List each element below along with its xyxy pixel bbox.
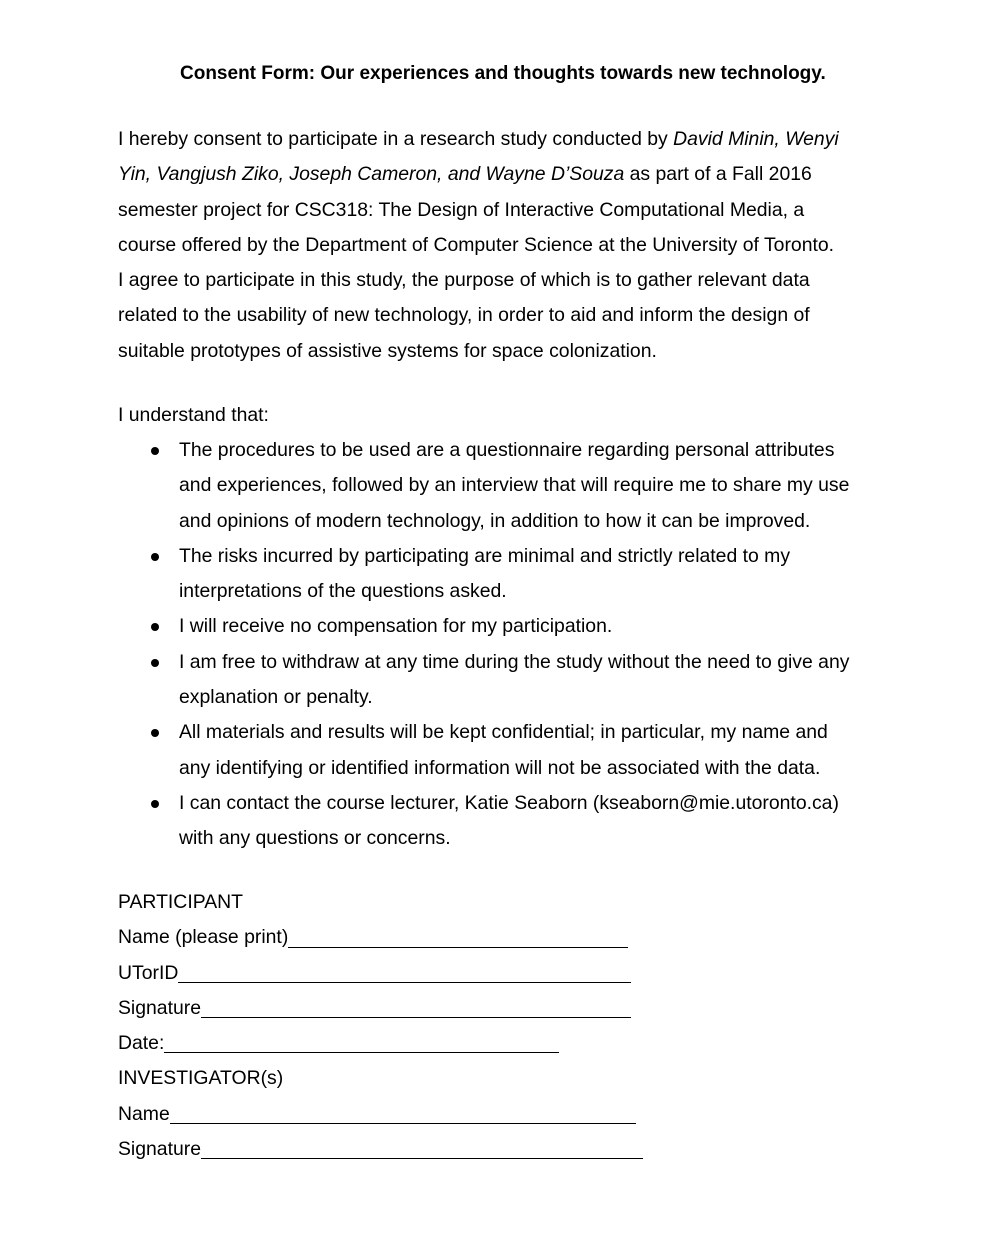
- participant-utorid-row: [118, 956, 718, 991]
- investigator-names-part-2: Yin, Vangjush Ziko, Joseph Cameron, and Wayne D’Souza: [118, 163, 625, 186]
- participant-heading-row: [118, 885, 718, 920]
- participant-signature-field[interactable]: [201, 1016, 631, 1018]
- bullet-icon: [151, 447, 159, 455]
- intro-line-1-text: I hereby consent to participate in a research study conducted by: [118, 128, 674, 150]
- bullet-icon: [151, 623, 159, 631]
- bullet-icon: [151, 729, 159, 737]
- intro-paragraph: [118, 122, 893, 369]
- intro-line-7: suitable prototypes of assistive systems for space colonization.: [118, 339, 657, 362]
- investigator-name-field[interactable]: [170, 1122, 636, 1124]
- understand-label: I understand that:: [118, 404, 269, 426]
- list-item: [118, 645, 908, 716]
- list-item: [118, 715, 908, 786]
- investigator-signature-field[interactable]: [201, 1157, 643, 1159]
- participant-date-label: Date:: [118, 1032, 165, 1055]
- list-item-line: I will receive no compensation for my participation.: [179, 615, 613, 638]
- list-item: [118, 433, 908, 539]
- investigator-signature-label: Signature: [118, 1138, 202, 1161]
- investigator-names-part-1: David Minin, Wenyi: [673, 128, 839, 150]
- participant-utorid-label: UTorID: [118, 961, 179, 984]
- intro-line-5: I agree to participate in this study, the purpose of which is to gather relevant data: [118, 269, 810, 292]
- intro-line-6: related to the usability of new technology, in order to aid and inform the design of: [118, 304, 810, 327]
- investigator-heading-row: [118, 1061, 718, 1096]
- list-item-line: I am free to withdraw at any time during the study without the need to give any: [179, 650, 850, 673]
- list-item-line: any identifying or identified information will not be associated with the data.: [179, 756, 821, 779]
- terms-list: [118, 433, 908, 857]
- participant-signature-row: [118, 991, 718, 1026]
- participant-name-label: Name (please print): [118, 926, 289, 949]
- list-item: [118, 609, 908, 644]
- list-item-line: explanation or penalty.: [179, 686, 373, 709]
- list-item-line: The procedures to be used are a questionnaire regarding personal attributes: [179, 439, 835, 461]
- list-item-line: and opinions of modern technology, in addition to how it can be improved.: [179, 509, 811, 532]
- investigator-heading: INVESTIGATOR(s): [118, 1067, 284, 1090]
- form-title: Consent Form: Our experiences and thoughts towards new technology.: [180, 63, 826, 84]
- bullet-icon: [151, 553, 159, 561]
- intro-line-2-text: as part of a Fall 2016: [624, 163, 812, 186]
- bullet-icon: [151, 659, 159, 667]
- bullet-icon: [151, 800, 159, 808]
- participant-signature-label: Signature: [118, 996, 202, 1019]
- investigator-name-row: [118, 1097, 718, 1132]
- intro-line-1: [118, 122, 893, 157]
- intro-line-4: course offered by the Department of Computer Science at the University of Toronto.: [118, 233, 835, 256]
- list-item-line: The risks incurred by participating are minimal and strictly related to my: [179, 544, 791, 567]
- investigator-signature-row: [118, 1132, 718, 1167]
- participant-utorid-field[interactable]: [178, 981, 631, 983]
- signature-section: [118, 885, 718, 1167]
- list-item-line: with any questions or concerns.: [179, 827, 451, 850]
- list-item-line: All materials and results will be kept confidential; in particular, my name and: [179, 721, 828, 744]
- participant-name-field[interactable]: [288, 946, 628, 948]
- participant-name-row: [118, 920, 718, 955]
- investigator-name-label: Name: [118, 1102, 170, 1125]
- list-item: [118, 539, 908, 610]
- intro-line-3: semester project for CSC318: The Design of Interactive Computational Media, a: [118, 198, 805, 221]
- participant-heading: PARTICIPANT: [118, 891, 243, 913]
- participant-date-row: [118, 1026, 718, 1061]
- list-item-line: I can contact the course lecturer, Katie Seaborn (kseaborn@mie.utoronto.ca): [179, 791, 839, 814]
- list-item-line: and experiences, followed by an interview that will require me to share my use: [179, 474, 850, 497]
- intro-line-2: [118, 157, 893, 192]
- list-item: [118, 786, 908, 857]
- participant-date-field[interactable]: [164, 1051, 559, 1053]
- list-item-line: interpretations of the questions asked.: [179, 580, 507, 603]
